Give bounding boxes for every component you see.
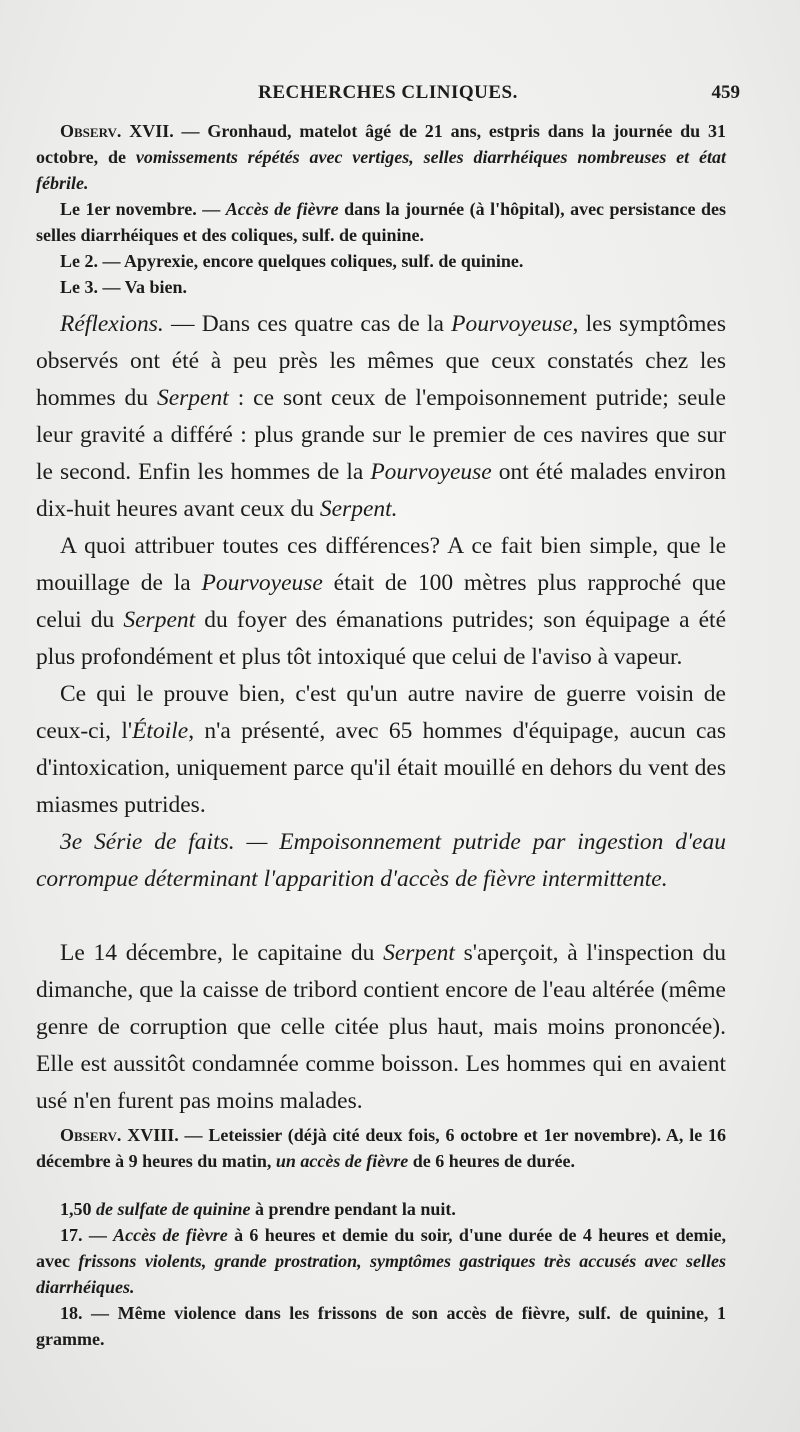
running-title: RECHERCHES CLINIQUES. [258, 82, 518, 103]
observation-17-day2: Le 2. — Apyrexie, encore quelques coliques, sulf. de quinine. [60, 251, 524, 271]
observation-17-day1: Le 1er novembre. — Accès de fièvre dans la journée (à l'hôpital), avec persistance des selles diarrhéiques et des coliques, sulf. de quinine. [36, 199, 726, 245]
serie-3-heading: 3e Série de faits. — Empoisonnement putride par ingestion d'eau corrompue déterminant l'apparition d'accès de fièvre intermittente. [36, 829, 726, 892]
reflexions-paragraph-3: Ce qui le prouve bien, c'est qu'un autre navire de guerre voisin de ceux-ci, l'Étoile, n'a présenté, avec 65 hommes d'équipage, aucun cas d'intoxication, uniquement parce qu'il était mouillé en dehors du vent des miasmes putrides. [36, 681, 726, 818]
observation-18-line-2: 17. — Accès de fièvre à 6 heures et demie du soir, d'une durée de 4 heures et demie, avec frissons violents, grande prostration, symptômes gastriques très accusés avec selles diarrhéiques. [36, 1225, 727, 1297]
serie-3-paragraph: Le 14 décembre, le capitaine du Serpent s'aperçoit, à l'inspection du dimanche, que la caisse de tribord contient encore de l'eau altérée (même genre de corruption que celle citée plus haut, mais moins prononcée). Elle est aussitôt condamnée comme boisson. Les hommes qui en avaient usé n'en furent pas moins malades. [36, 940, 726, 1114]
observation-17-intro: Observ. XVII. — Gronhaud, matelot âgé de 21 ans, estpris dans la journée du 31 octobre, de vomissements répétés avec vertiges, selles diarrhéiques nombreuses et état fébrile. [36, 121, 726, 193]
reflexions-paragraph-2: A quoi attribuer toutes ces différences? A ce fait bien simple, que le mouillage de la Pourvoyeuse était de 100 mètres plus rapproché que celui du Serpent du foyer des émanations putrides; son équipage a été plus profondément et plus tôt intoxiqué que celui de l'aviso à vapeur. [36, 533, 726, 670]
observation-label: Observ. XVII. [60, 121, 174, 141]
page-header [36, 82, 740, 110]
observation-17-day3: Le 3. — Va bien. [60, 277, 188, 297]
reflexions-paragraph-1: Réflexions. — Dans ces quatre cas de la Pourvoyeuse, les symptômes observés ont été à peu près les mêmes que ceux constatés chez les hommes du Serpent : ce sont ceux de l'empoisonnement putride; seule leur gravité a différé : plus grande sur le premier de ces navires que sur le second. Enfin les hommes de la Pourvoyeuse ont été malades environ dix-huit heures avant ceux du Serpent. [36, 311, 726, 522]
observation-label: Observ. XVIII. [60, 1125, 179, 1145]
page-number: 459 [711, 82, 740, 103]
observation-18-line-1: 1,50 de sulfate de quinine à prendre pendant la nuit. [60, 1199, 456, 1219]
observation-18-intro: Observ. XVIII. — Leteissier (déjà cité deux fois, 6 octobre et 1er novembre). A, le 16 décembre à 9 heures du matin, un accès de fièvre de 6 heures de durée. [36, 1125, 726, 1171]
reflexions-heading: Réflexions. [60, 311, 164, 337]
observation-18-line-3: 18. — Même violence dans les frissons de son accès de fièvre, sulf. de quinine, 1 gramme. [36, 1303, 726, 1349]
